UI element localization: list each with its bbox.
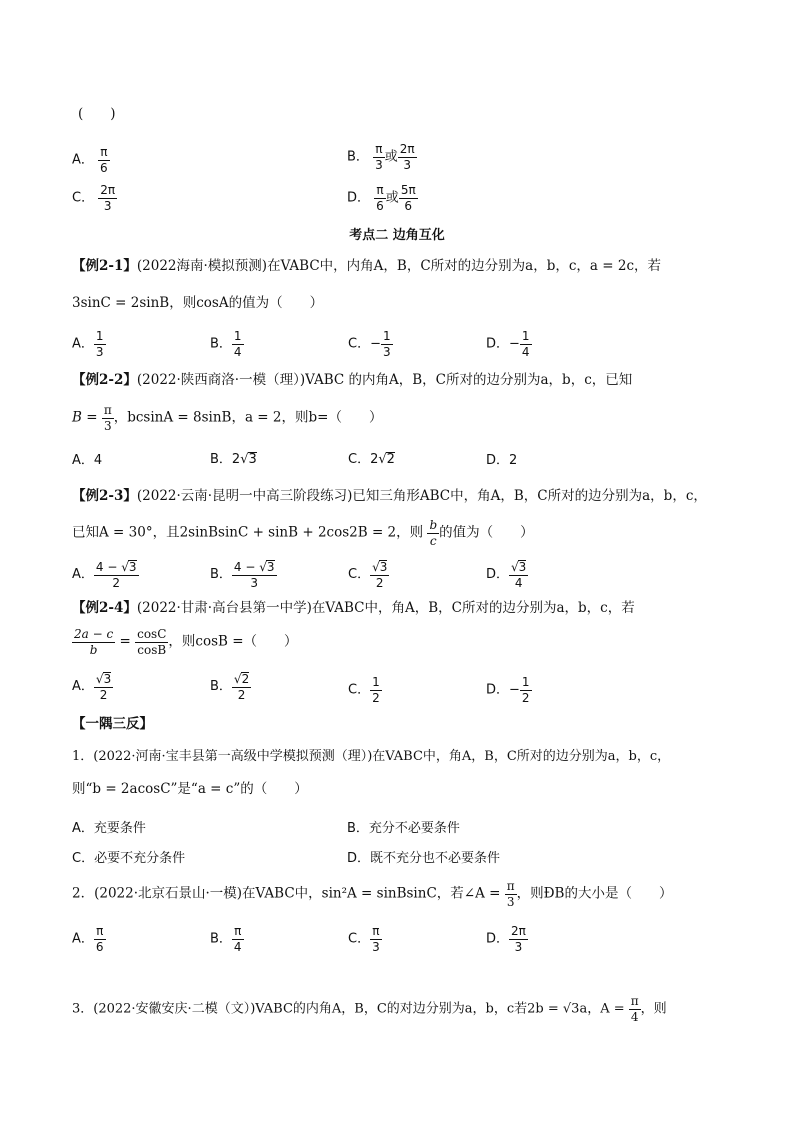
question-1-line2: 则“b = 2acosC”是“a = c”的（ ） [72,781,308,797]
question-2-line1: 2．(2022·北京石景山·一模)在VABC中，sin²A = sinBsinC，若∠A = $\frac{\pi}{3}$ ，则ÐB的大小是（ ） [72,879,673,909]
ex21-option-a: A． $\frac{1}{3}$ [72,329,104,359]
fraction: $\frac{\pi}{3}$ [103,403,112,433]
option-c [72,184,117,212]
ex22-option-d: D．2 [486,453,518,468]
example-text: 已知三角形ABC中，角A，B，C所对的边分别为a，b，c， [352,488,707,504]
fraction: $\frac{\pi}{4}$ [630,994,639,1024]
fraction: $\frac{\pi}{6}$ [95,924,104,954]
example-2-1-line2: 3sinC = 2sinB，则cosA的值为（ ） [72,295,324,311]
option-label: C． [72,190,95,206]
ex23-option-d: D． $\frac{√3}{4}$ [486,560,527,590]
fraction: $\frac{2\pi}{3}$ [511,924,526,954]
ex22-option-a: A．4 [72,453,103,468]
fraction: $\frac{5\pi}{6}$ [400,183,416,213]
example-2-1-line1 [72,260,661,274]
example-2-3-line1 [72,490,707,504]
q2-option-d: D． $\frac{2\pi}{3}$ [486,924,526,954]
q1-option-c: C．必要不充分条件 [72,851,186,866]
ex23-option-b: B． $\frac{4 - √3}{3}$ [210,560,275,590]
example-2-4-line2: $\frac{2a - c}{b}$ = $\frac{\cos C}{\cos B}$ ，则cosB =（ ） [74,627,298,657]
fraction: $\frac{\cos C}{\cos B}$ [137,627,167,657]
example-text: 在VABC中，角A，B，C所对的边分别为a，b，c，若 [311,600,635,616]
q2-option-c: C． $\frac{\pi}{3}$ [348,924,380,954]
ex21-option-b: B． $\frac{1}{4}$ [210,329,242,359]
q1-option-a: A．充要条件 [72,821,146,836]
fraction: $\frac{1}{4}$ [233,329,242,359]
section-title: 考点二 边角互化 [349,228,445,243]
ex21-option-d: D．− $\frac{1}{4}$ [486,329,530,359]
example-2-3-line2: 已知A = 30°，且2sinBsinC + sinB + 2cos2B = 2，则 $\frac{b}{c}$ 的值为（ ） [72,518,534,548]
fraction: $\frac{\pi}{3}$ [375,142,383,172]
fraction: $\frac{\pi}{4}$ [233,924,242,954]
ex21-option-c: C．− $\frac{1}{3}$ [348,329,391,359]
fraction: $\frac{\pi}{6}$ [376,183,384,213]
example-source: (2022海南·模拟预测) [136,258,268,274]
example-2-4-line1 [72,602,635,616]
fraction: $\frac{√3}{4}$ [511,560,527,590]
example-tag: 【例2-4】 [72,600,137,616]
ex22-option-c: C．2√2 [348,452,395,467]
fraction: $\frac{1}{3}$ [382,329,391,359]
option-label: A． [72,152,94,168]
or-text: 或 [384,149,398,165]
ex24-option-b: B． $\frac{√2}{2}$ [210,672,250,702]
fraction: $\frac{b}{c}$ [429,518,438,548]
fraction: $\frac{1}{2}$ [521,675,530,705]
q1-option-b: B．充分不必要条件 [347,821,460,836]
fraction: $\frac{√2}{2}$ [233,672,250,702]
example-2-2-line2: B = $\frac{\pi}{3}$ ，bcsinA = 8sinB，a = 2，则b=（ ） [72,403,383,433]
example-text: VABC 的内角A，B，C所对的边分别为a，b，c，已知 [305,372,633,388]
fraction: $\frac{2a - c}{b}$ [74,627,114,657]
ex24-option-c: C． $\frac{1}{2}$ [348,675,380,705]
fraction: $\frac{2\pi}{3}$ [399,142,415,172]
fraction: $\frac{\pi}{3}$ [372,924,380,954]
fraction: $\frac{\pi}{3}$ [506,879,515,909]
or-text: 或 [385,190,399,206]
q1-option-d: D．既不充分也不必要条件 [347,851,501,866]
example-source: (2022·甘肃·高台县第一中学) [136,600,312,616]
answer-paren: ( ) [78,106,116,122]
example-text: 在VABC中，内角A，B，C所对的边分别为a，b，c，a = 2c，若 [267,258,662,274]
fraction: $\frac{1}{4}$ [521,329,530,359]
fraction: $\frac{1}{2}$ [372,675,380,705]
ex24-option-d: D．− $\frac{1}{2}$ [486,675,530,705]
question-1-line1: 1．(2022·河南·宝丰县第一高级中学模拟预测（理）)在VABC中，角A，B，C所对的边分别为a，b，c， [72,749,671,764]
q2-option-b: B． $\frac{\pi}{4}$ [210,924,242,954]
fraction: $\frac{1}{3}$ [95,329,104,359]
q2-option-a: A． $\frac{\pi}{6}$ [72,924,104,954]
ex23-option-a: A． $\frac{4 - √3}{2}$ [72,560,137,590]
option-label: D． [347,190,371,206]
example-source: (2022·陕西商洛·一模（理）) [136,372,306,388]
ex24-option-a: A． $\frac{√3}{2}$ [72,672,112,702]
fraction: $\frac{√3}{2}$ [372,560,388,590]
example-source: (2022·云南·昆明一中高三阶段练习) [136,488,353,504]
fraction: $\frac{4 - √3}{3}$ [233,560,275,590]
option-d [347,184,418,212]
example-tag: 【例2-1】 [72,258,137,274]
fraction: $\frac{4 - √3}{2}$ [95,560,137,590]
fraction: $\frac{√3}{2}$ [95,672,112,702]
example-2-2-line1 [72,374,632,388]
fraction: $\frac{2\pi}{3}$ [100,183,116,213]
example-tag: 【例2-2】 [72,372,137,388]
ex23-option-c: C． $\frac{√3}{2}$ [348,560,388,590]
ex22-option-b: B．2√3 [210,452,257,467]
subsection-title: 【一隅三反】 [72,716,153,732]
question-3-line1: 3．(2022·安徽安庆·二模（文）)VABC的内角A，B，C的对边分别为a，b，c若2b = √3a，A = $\frac{\pi}{4}$ ，则 [72,994,667,1024]
example-tag: 【例2-3】 [72,488,137,504]
option-label: B． [347,149,369,165]
fraction: $\frac{\pi}{6}$ [100,145,108,175]
option-b [347,143,417,171]
option-a [72,146,110,174]
